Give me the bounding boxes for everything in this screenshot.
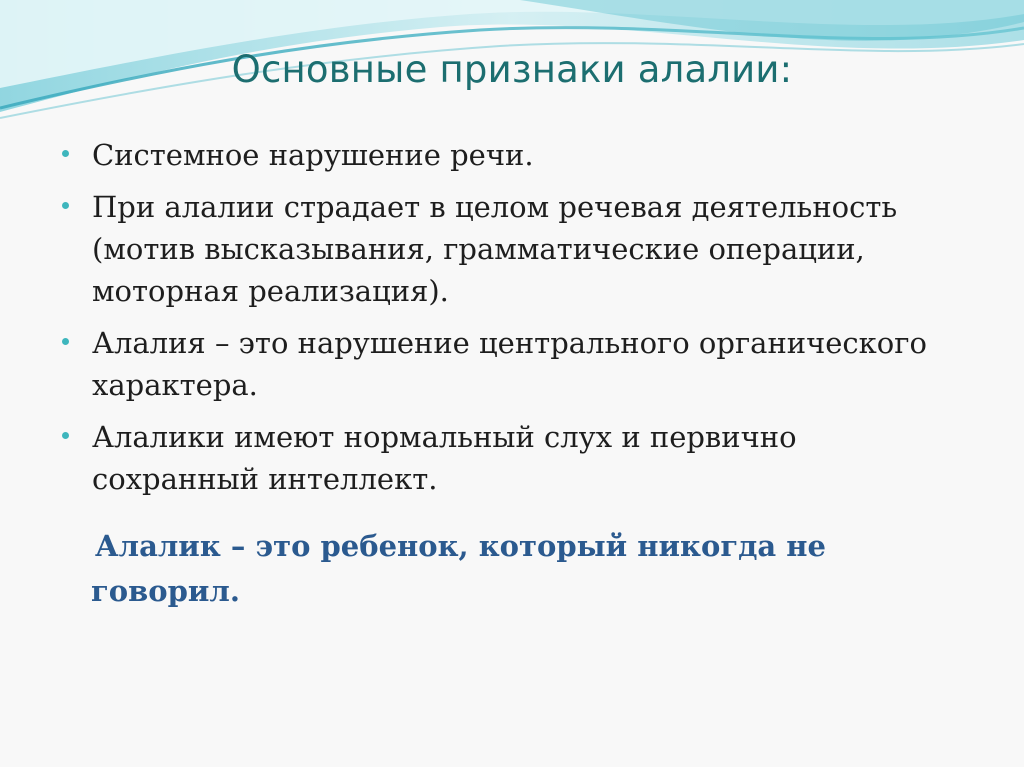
bullet-text: Алалия – это нарушение центрального органического характера. <box>92 326 927 402</box>
bullet-item <box>60 134 960 176</box>
bullet-item <box>60 322 960 406</box>
bullet-list <box>60 134 960 510</box>
conclusion-text: Алалик – это ребенок, который никогда не говорил. <box>91 529 826 608</box>
bullet-item <box>60 186 960 312</box>
slide-title: Основные признаки алалии: <box>231 48 793 91</box>
bullet-dot-icon <box>62 202 69 209</box>
bullet-dot-icon <box>62 432 69 439</box>
bullet-dot-icon <box>62 338 69 345</box>
bullet-text: При алалии страдает в целом речевая деятельность (мотив высказывания, грамматические операции, моторная реализация). <box>92 190 898 308</box>
bullet-text: Системное нарушение речи. <box>92 138 534 172</box>
bullet-item <box>60 416 960 500</box>
bullet-text: Алалики имеют нормальный слух и первично сохранный интеллект. <box>92 420 797 496</box>
bullet-dot-icon <box>62 150 69 157</box>
